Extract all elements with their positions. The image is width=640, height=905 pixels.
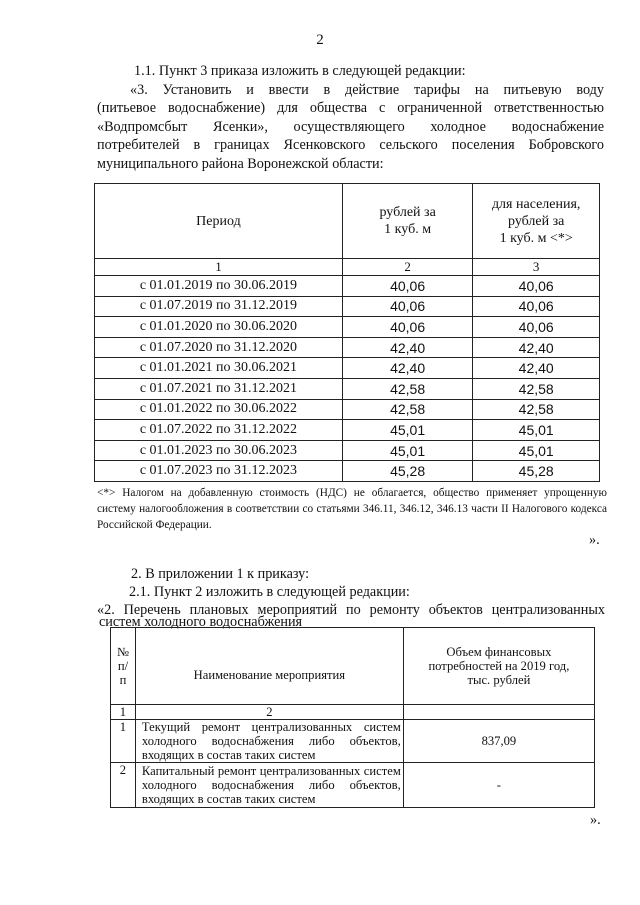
tariff-row — [95, 296, 600, 317]
tariff-row — [95, 420, 600, 441]
tariff-row — [95, 358, 600, 379]
section1-line-5: муниципального района Воронежской области: — [97, 156, 384, 172]
events-header-cost-line-1: Объем финансовых — [446, 645, 552, 659]
tariff-period: с 01.01.2023 по 30.06.2023 — [95, 440, 343, 461]
events-table — [110, 627, 595, 808]
tariff-period: с 01.07.2020 по 31.12.2020 — [95, 337, 343, 358]
events-row-number: 1 — [111, 720, 136, 763]
events-row-name: Текущий ремонт централизованных систем холодного водоснабжения либо объектов, входящих в состав таких систем — [135, 720, 403, 763]
tariff-header-population — [473, 184, 600, 259]
tariff-period: с 01.07.2022 по 31.12.2022 — [95, 420, 343, 441]
tariff-row — [95, 378, 600, 399]
events-row-name: Капитальный ремонт централизованных систем холодного водоснабжения либо объектов, входящих в состав таких систем — [135, 763, 403, 808]
tariff-pop: 40,06 — [473, 276, 600, 297]
tariff-rub: 45,01 — [342, 420, 472, 441]
tariff-rub: 45,28 — [342, 461, 472, 482]
tariff-colnum-1: 1 — [95, 259, 343, 276]
events-header-number — [111, 628, 136, 705]
tariff-pop: 40,06 — [473, 317, 600, 338]
events-row-cost: 837,09 — [403, 720, 594, 763]
section1-line-4: потребителей в границах Ясенковского сельского поселения Бобровского — [97, 137, 604, 153]
tariff-header-pop-line-1: для населения, — [491, 196, 581, 212]
events-row-number: 2 — [111, 763, 136, 808]
events-colnum-2: 2 — [135, 705, 403, 720]
tariff-rub: 42,58 — [342, 378, 472, 399]
tariff-row — [95, 337, 600, 358]
events-header-number-line-1: № — [116, 645, 129, 659]
tariff-row — [95, 276, 600, 297]
tariff-header-rub-line-2: 1 куб. м — [384, 222, 432, 237]
events-colnum-3 — [403, 705, 594, 720]
section2-line-2: систем холодного водоснабжения — [99, 614, 303, 630]
tariff-rub: 40,06 — [342, 296, 472, 317]
section1-heading: 1.1. Пункт 3 приказа изложить в следующей редакции: — [134, 63, 466, 79]
events-header-number-line-2: п/ — [117, 659, 129, 673]
events-header-number-line-3: п — [119, 673, 127, 687]
tariff-rub: 40,06 — [342, 317, 472, 338]
tariff-period: с 01.01.2020 по 30.06.2020 — [95, 317, 343, 338]
tariff-row — [95, 461, 600, 482]
tariff-rub: 42,40 — [342, 337, 472, 358]
events-header-name: Наименование мероприятия — [135, 628, 403, 705]
tariff-period: с 01.07.2023 по 31.12.2023 — [95, 461, 343, 482]
section1-line-1: «3. Установить и ввести в действие тарифы на питьевую воду — [130, 82, 604, 98]
events-header-cost-line-2: потребностей на 2019 год, — [428, 659, 570, 673]
tariff-period: с 01.01.2021 по 30.06.2021 — [95, 358, 343, 379]
closing-quote-1: ». — [589, 532, 600, 548]
page-number: 2 — [316, 32, 324, 48]
events-header-row — [111, 628, 595, 705]
tariff-rub: 42,40 — [342, 358, 472, 379]
tariff-pop: 42,40 — [473, 337, 600, 358]
events-header-cost — [403, 628, 594, 705]
tariff-header-period: Период — [95, 184, 343, 259]
tariff-row — [95, 399, 600, 420]
section1-line-3: «Водпромсбыт Ясенки», осуществляющего холодное водоснабжение — [97, 119, 604, 135]
section1-line-2: (питьевое водоснабжение) для общества с ограниченной ответственностью — [97, 100, 604, 116]
tariff-header-pop-line-3: 1 куб. м <*> — [499, 230, 573, 246]
tariff-period: с 01.01.2019 по 30.06.2019 — [95, 276, 343, 297]
tariff-period: с 01.01.2022 по 30.06.2022 — [95, 399, 343, 420]
events-colnum-1: 1 — [111, 705, 136, 720]
section2-heading: 2. В приложении 1 к приказу: — [131, 566, 310, 582]
tariff-rub: 45,01 — [342, 440, 472, 461]
tariff-pop: 42,58 — [473, 399, 600, 420]
tariff-pop: 45,28 — [473, 461, 600, 482]
section2-line-1: «2. Перечень плановых мероприятий по ремонту объектов централизованных — [97, 602, 605, 618]
tariff-header-pop-line-2: рублей за — [508, 213, 565, 229]
tariff-rub: 42,58 — [342, 399, 472, 420]
closing-quote-2: ». — [590, 812, 601, 828]
tariff-colnum-2: 2 — [342, 259, 472, 276]
events-header-cost-line-3: тыс. рублей — [467, 673, 531, 687]
tariff-pop: 45,01 — [473, 420, 600, 441]
tariff-table — [94, 183, 600, 482]
tariff-row — [95, 440, 600, 461]
tariff-period: с 01.07.2019 по 31.12.2019 — [95, 296, 343, 317]
events-row-cost: - — [403, 763, 594, 808]
events-row — [111, 763, 595, 808]
tariff-header-rub — [342, 184, 472, 259]
section2-subheading: 2.1. Пункт 2 изложить в следующей редакции: — [129, 584, 410, 600]
events-row — [111, 720, 595, 763]
vat-footnote: <*> Налогом на добавленную стоимость (НДС) не облагается, общество применяет упрощенную систему налогообложения в соответствии со статьями 346.11, 346.12, 346.13 части II Налогового кодекса Российской Федерации. — [97, 487, 607, 532]
events-colnum-row — [111, 705, 595, 720]
tariff-pop: 42,40 — [473, 358, 600, 379]
tariff-rub: 40,06 — [342, 276, 472, 297]
tariff-header-rub-line-1: рублей за — [379, 205, 436, 220]
tariff-colnum-row — [95, 259, 600, 276]
tariff-pop: 45,01 — [473, 440, 600, 461]
tariff-pop: 40,06 — [473, 296, 600, 317]
tariff-period: с 01.07.2021 по 31.12.2021 — [95, 378, 343, 399]
tariff-row — [95, 317, 600, 338]
tariff-header-row — [95, 184, 600, 259]
tariff-colnum-3: 3 — [473, 259, 600, 276]
tariff-pop: 42,58 — [473, 378, 600, 399]
